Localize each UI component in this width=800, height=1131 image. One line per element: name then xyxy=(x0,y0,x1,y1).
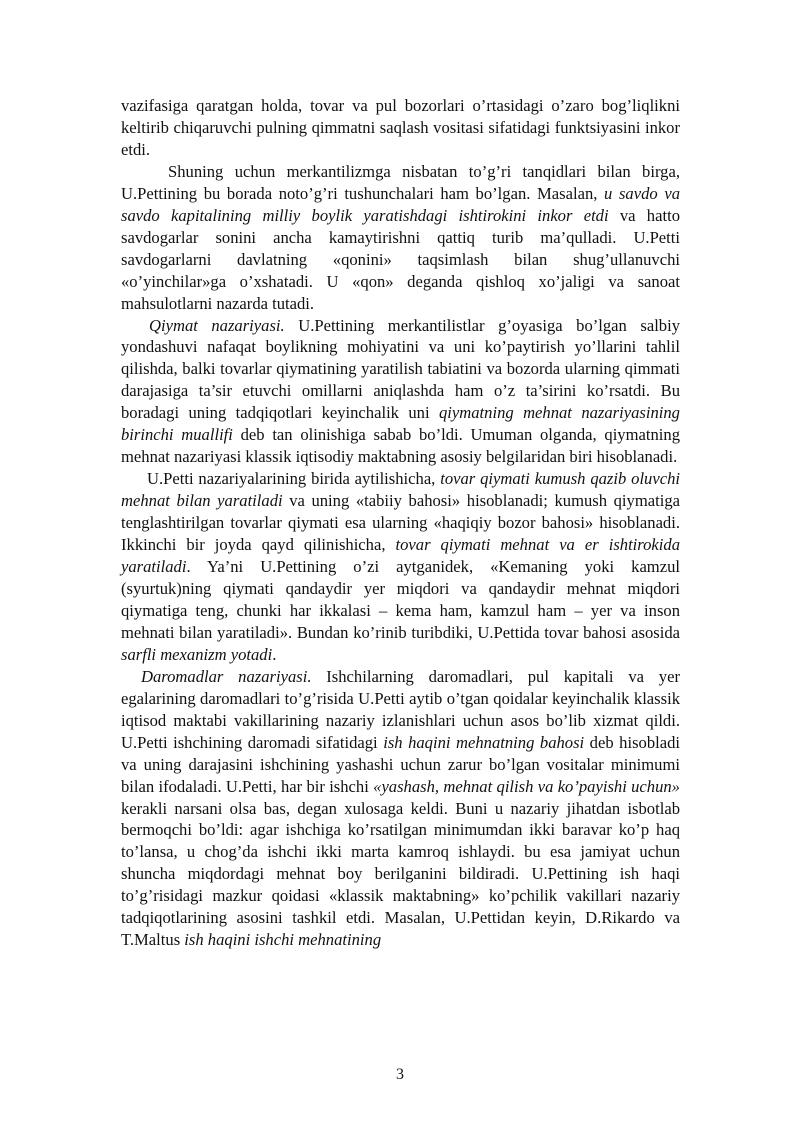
paragraph-5-emphasis-3: ish haqini ishchi mehnatining xyxy=(184,930,382,950)
paragraph-5-emphasis-1: ish haqini mehnatning bahosi xyxy=(383,732,585,752)
paragraph-5-text-1: Ishchilarning daromadlari, pul kapitali va yer egalarining daromadlari to’g’risida U.Petti aytib o’tgan qoidalar keyinchalik klassik iqtisod maktabi vakillarining nazariy izlanishlari uchun asos bo’lib xizmat qildi. U.Petti ishchining daromadi sifatidagi xyxy=(121,666,680,752)
paragraph-3-emphasis-1: qiymatning mehnat nazariyasining birinchi muallifi xyxy=(121,403,680,445)
paragraph-5 xyxy=(121,666,680,951)
paragraph-4-emphasis-2: tovar qiymati mehnat va er ishtirokida yaratiladi xyxy=(121,535,680,577)
paragraph-5-text-2: deb hisobladi va uning darajasini ishchining yashashi uchun zarur bo’lgan vositalar minimumi bilan ifodaladi. U.Petti, har bir ishchi xyxy=(121,732,680,796)
paragraph-3-text-2: deb tan olinishiga sabab bo’ldi. Umuman olganda, qiymatning mehnat nazariyasi klassik iqtisodiy maktabning asosiy belgilaridan biri hisoblanadi. xyxy=(121,425,680,467)
paragraph-2-text-1: Shuning uchun merkantilizmga nisbatan to’g’ri tanqidlari bilan birga, U.Pettining bu borada noto’g’ri tushunchalari ham bo’lgan. Masalan, xyxy=(121,161,680,203)
paragraph-4-emphasis-3: sarfli mexanizm yotadi xyxy=(121,644,273,664)
paragraph-4 xyxy=(121,468,680,666)
paragraph-4-text-2: va uning «tabiiy bahosi» hisoblanadi; kumush qiymatiga tenglashtirilgan tovarlar qiymati esa ularning «haqiqiy bozor bahosi» hisoblanadi. Ikkinchi bir joyda qayd qilinishicha, xyxy=(121,491,680,555)
paragraph-1 xyxy=(121,95,680,161)
page-body xyxy=(121,95,680,951)
paragraph-4-text-4: . xyxy=(272,644,277,664)
paragraph-1-text: vazifasiga qaratgan holda, tovar va pul bozorlari o’rtasidagi o’zaro bog’liqlikni keltirib chiqaruvchi pulning qimmatni saqlash vositasi sifatidagi funktsiyasini inkor etdi. xyxy=(121,96,680,159)
paragraph-3-text-1: U.Pettining merkantilistlar g’oyasiga bo’lgan salbiy yondashuvi nafaqat boylikning mohiyatini va uni ko’paytirish yo’llarini tahlil qilishda, balki tovarlar qiymatining yaratilish tabiatini va bozorda ularning qimmati darajasiga ta’sir etuvchi omillarni aniqlashda ham o’z ta’sirini ko’rsatdi. Bu boradagi uning tadqiqotlari keyinchalik uni xyxy=(121,315,681,423)
page-number: 3 xyxy=(396,1066,404,1083)
paragraph-3 xyxy=(121,315,680,469)
paragraph-4-text-1: U.Petti nazariyalarining birida aytilishicha, xyxy=(147,469,441,489)
paragraph-2 xyxy=(121,161,680,315)
section-heading-daromadlar-nazariyasi: Daromadlar nazariyasi. xyxy=(141,666,312,686)
paragraph-4-emphasis-1: tovar qiymati kumush qazib oluvchi mehnat bilan yaratiladi xyxy=(121,469,680,511)
paragraph-5-emphasis-2: «yashash, mehnat qilish va ko’payishi uchun» xyxy=(373,776,680,796)
paragraph-4-text-3: . Ya’ni U.Pettining o’zi aytganidek, «Kemaning yoki kamzul (syurtuk)ning qiymati qandaydir yer miqdori va qandaydir mehnat miqdori qiymatiga teng, chunki har ikkalasi – kema ham, kamzul ham – yer va inson mehnati bilan yaratiladi». Bundan ko’rinib turibdiki, U.Pettida tovar bahosi asosida xyxy=(121,557,680,642)
section-heading-qiymat-nazariyasi: Qiymat nazariyasi. xyxy=(149,315,285,335)
paragraph-5-text-3: kerakli narsani olsa bas, degan xulosaga keldi. Buni u nazariy jihatdan isbotlab bermoqchi bo’ldi: agar ishchiga ko’rsatilgan minimumdan ikki baravar ko’p haq to’lansa, u chog’da ishchi ikki marta kamroq ishlaydi. bu esa jamiyat uchun shuncha miqdordagi mehnat boy berilganini bildiradi. U.Pettining ish haqi to’g’risidagi mazkur qoidasi «klassik maktabning» ko’pchilik vakillari nazariy tadqiqotlarining asosini tashkil etdi. Masalan, U.Pettidan keyin, D.Rikardo va T.Maltus xyxy=(121,798,680,950)
paragraph-2-text-2: va hatto savdogarlar sonini ancha kamaytirishni qattiq turib ma’qulladi. U.Petti savdogarlarni davlatning «qonini» taqsimlash bilan shug’ullanuvchi «o’yinchilar»ga o’xshatadi. U «qon» deganda qishloq xo’jaligi va sanoat mahsulotlarni nazarda tutadi. xyxy=(121,205,680,313)
paragraph-2-emphasis-1: u savdo va savdo kapitalining milliy boylik yaratishdagi ishtirokini inkor etdi xyxy=(121,183,680,225)
